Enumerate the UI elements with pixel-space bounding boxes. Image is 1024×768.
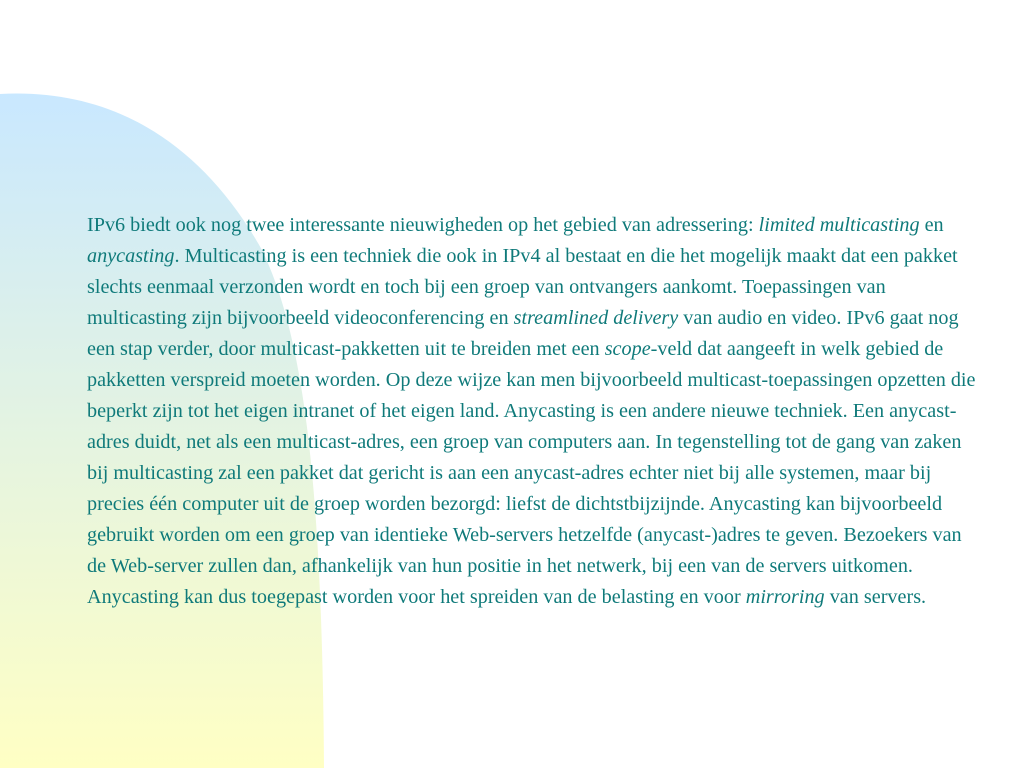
italic-term: scope xyxy=(604,338,651,360)
italic-term: limited multicasting xyxy=(758,214,920,236)
text-run: van servers. xyxy=(824,586,927,608)
italic-term: anycasting xyxy=(87,245,175,267)
text-run: -veld dat aangeeft in welk gebied de pakketten verspreid moeten worden. Op deze wijze kan men bijvoorbeeld multicast-toepassingen opzetten die beperkt zijn tot het eigen intranet of het eigen land. Anycasting is een andere nieuwe techniek. Een anycast-adres duidt, net als een multicast-adres, een groep van computers aan. In tegenstelling tot de gang van zaken bij multicasting zal een pakket dat gericht is aan een anycast-adres echter niet bij alle systemen, maar bij precies één computer uit de groep worden bezorgd: liefst de dichtstbijzijnde. Anycasting kan bijvoorbeeld gebruikt worden om een groep van identieke Web-servers hetzelfde (anycast-)adres te geven. Bezoekers van de Web-server zullen dan, afhankelijk van hun positie in het netwerk, bij een van de servers uitkomen. Anycasting kan dus toegepast worden voor het spreiden van de belasting en voor xyxy=(87,338,976,608)
text-run: en xyxy=(919,214,944,236)
text-run: van audio en video. IPv6 gaat nog een stap verder, door multicast-pakketten uit te breiden met een xyxy=(87,307,959,360)
italic-term: streamlined delivery xyxy=(513,307,679,329)
body-paragraph xyxy=(87,210,982,613)
text-run: . Multicasting is een techniek die ook in IPv4 al bestaat en die het mogelijk maakt dat een pakket slechts eenmaal verzonden wordt en toch bij een groep van ontvangers aankomt. Toepassingen van multicasting zijn bijvoorbeeld videoconferencing en xyxy=(87,245,958,329)
text-run: IPv6 biedt ook nog twee interessante nieuwigheden op het gebied van adressering: xyxy=(87,214,759,236)
italic-term: mirroring xyxy=(745,586,825,608)
